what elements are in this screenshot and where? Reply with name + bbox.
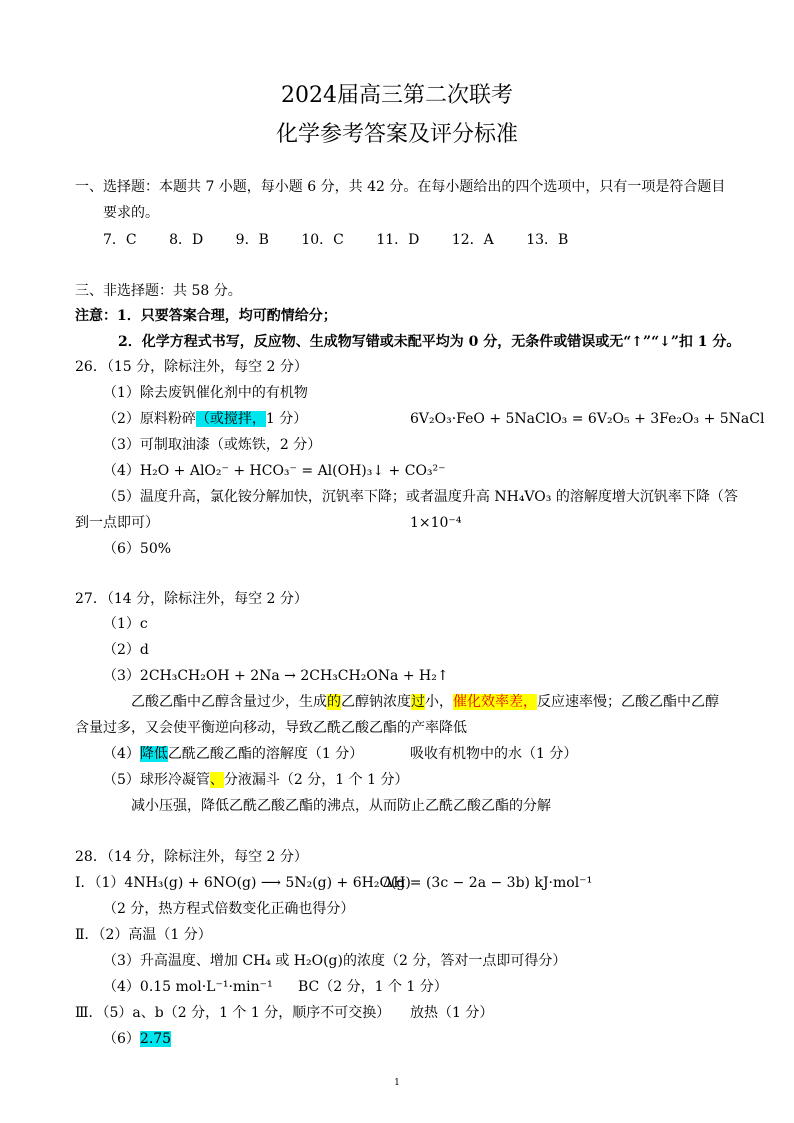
answer-8: 8．D bbox=[169, 232, 204, 248]
page-title: 2024届高三第二次联考 bbox=[281, 83, 513, 108]
q28-heading: 28．（14 分，除标注外，每空 2 分） bbox=[75, 849, 308, 865]
q26-heading: 26．（15 分，除标注外，每空 2 分） bbox=[75, 359, 308, 375]
answer-13: 13．B bbox=[526, 232, 569, 248]
q26-answer-5: （5）温度升高，氯化铵分解加快，沉钒率下降；或者温度升高 NH₄VO₃ 的溶解度增大沉钒率下降（答 bbox=[103, 489, 738, 505]
highlight: （或搅拌， bbox=[195, 411, 266, 427]
q27-answer-3: （3）2CH₃CH₂OH + 2Na → 2CH₃CH₂ONa + H₂↑ bbox=[103, 668, 449, 684]
q26-answer-4: （4）H₂O + AlO₂⁻ + HCO₃⁻ = Al(OH)₃↓ + CO₃²⁻ bbox=[103, 463, 446, 479]
page-number: 1 bbox=[394, 1078, 400, 1088]
q28-part1-note: （2 分，热方程式倍数变化正确也得分） bbox=[103, 901, 355, 917]
note-2: 2．化学方程式书写，反应物、生成物写错或未配平均为 0 分，无条件或错误或无“↑”“↓”扣 1 分。 bbox=[118, 334, 741, 350]
answer-12: 12．A bbox=[451, 232, 494, 248]
q28-part3-6: （6）2.75 bbox=[103, 1031, 172, 1047]
choice-answers bbox=[103, 231, 596, 249]
q28-part2-2: Ⅱ．（2）高温（1 分） bbox=[75, 927, 212, 943]
q27-heading: 27．（14 分，除标注外，每空 2 分） bbox=[75, 591, 308, 607]
q28-part2-4: （4）0.15 mol·L⁻¹·min⁻¹ bbox=[103, 979, 273, 995]
q27-answer-5: （5）球形冷凝管、分液漏斗（2 分，1 个 1 分） bbox=[103, 772, 409, 788]
q27-answer-3-explain: 乙酸乙酯中乙醇含量过少，生成的乙醇钠浓度过小，催化效率差，反应速率慢；乙酸乙酯中乙醇 bbox=[131, 694, 719, 710]
q28-part3-5: Ⅲ．（5）a、b（2 分，1 个 1 分，顺序不可交换） bbox=[75, 1005, 391, 1021]
q28-part2-3: （3）升高温度、增加 CH₄ 或 H₂O(g)的浓度（2 分，答对一点即可得分） bbox=[103, 953, 567, 969]
section1-heading-cont: 要求的。 bbox=[103, 205, 159, 221]
section3-heading: 三、非选择题：共 58 分。 bbox=[75, 283, 242, 299]
q26-answer-6: （6）50% bbox=[103, 541, 172, 557]
q28-part1-eq: Ⅰ．（1）4NH₃(g) + 6NO(g) ⟶ 5N₂(g) + 6H₂O(g) bbox=[75, 875, 411, 891]
q28-part3-5-b: 放热（1 分） bbox=[410, 1005, 494, 1021]
q27-answer-1: （1）c bbox=[103, 616, 148, 632]
q27-answer-4-b: 吸收有机物中的水（1 分） bbox=[410, 746, 578, 762]
note-1: 注意：1．只要答案合理，均可酌情给分； bbox=[75, 308, 337, 324]
q26-answer-2: （2）原料粉碎（或搅拌，1 分） bbox=[103, 411, 308, 427]
q28-part2-4-b: BC（2 分，1 个 1 分） bbox=[298, 979, 448, 995]
q26-answer-5-cont: 到一点即可） bbox=[75, 515, 159, 531]
q27-answer-4: （4）降低乙酰乙酸乙酯的溶解度（1 分） bbox=[103, 746, 364, 762]
q27-answer-3-explain-cont: 含量过多，又会使平衡逆向移动，导致乙酰乙酸乙酯的产率降低 bbox=[75, 720, 467, 736]
answer-10: 10．C bbox=[301, 232, 344, 248]
q27-answer-2: （2）d bbox=[103, 642, 149, 658]
section1-heading: 一、选择题：本题共 7 小题，每小题 6 分，共 42 分。在每小题给出的四个选项中，只有一项是符合题目 bbox=[75, 179, 726, 195]
page-subtitle: 化学参考答案及评分标准 bbox=[275, 122, 518, 147]
q26-equation-2: 6V₂O₃·FeO + 5NaClO₃ = 6V₂O₅ + 3Fe₂O₃ + 5NaCl bbox=[410, 411, 765, 427]
answer-11: 11．D bbox=[376, 232, 420, 248]
q26-answer-1: （1）除去废钒催化剂中的有机物 bbox=[103, 385, 308, 401]
q26-answer-5-value: 1×10⁻⁴ bbox=[410, 515, 462, 531]
q26-answer-3: （3）可制取油漆（或炼铁，2 分） bbox=[103, 437, 322, 453]
q28-part1-dh: ΔH = (3c − 2a − 3b) kJ·mol⁻¹ bbox=[383, 875, 593, 891]
q27-answer-5-b: 减小压强，降低乙酰乙酸乙酯的沸点，从而防止乙酰乙酸乙酯的分解 bbox=[131, 798, 551, 814]
answer-7: 7．C bbox=[103, 232, 137, 248]
answer-9: 9．B bbox=[235, 232, 269, 248]
